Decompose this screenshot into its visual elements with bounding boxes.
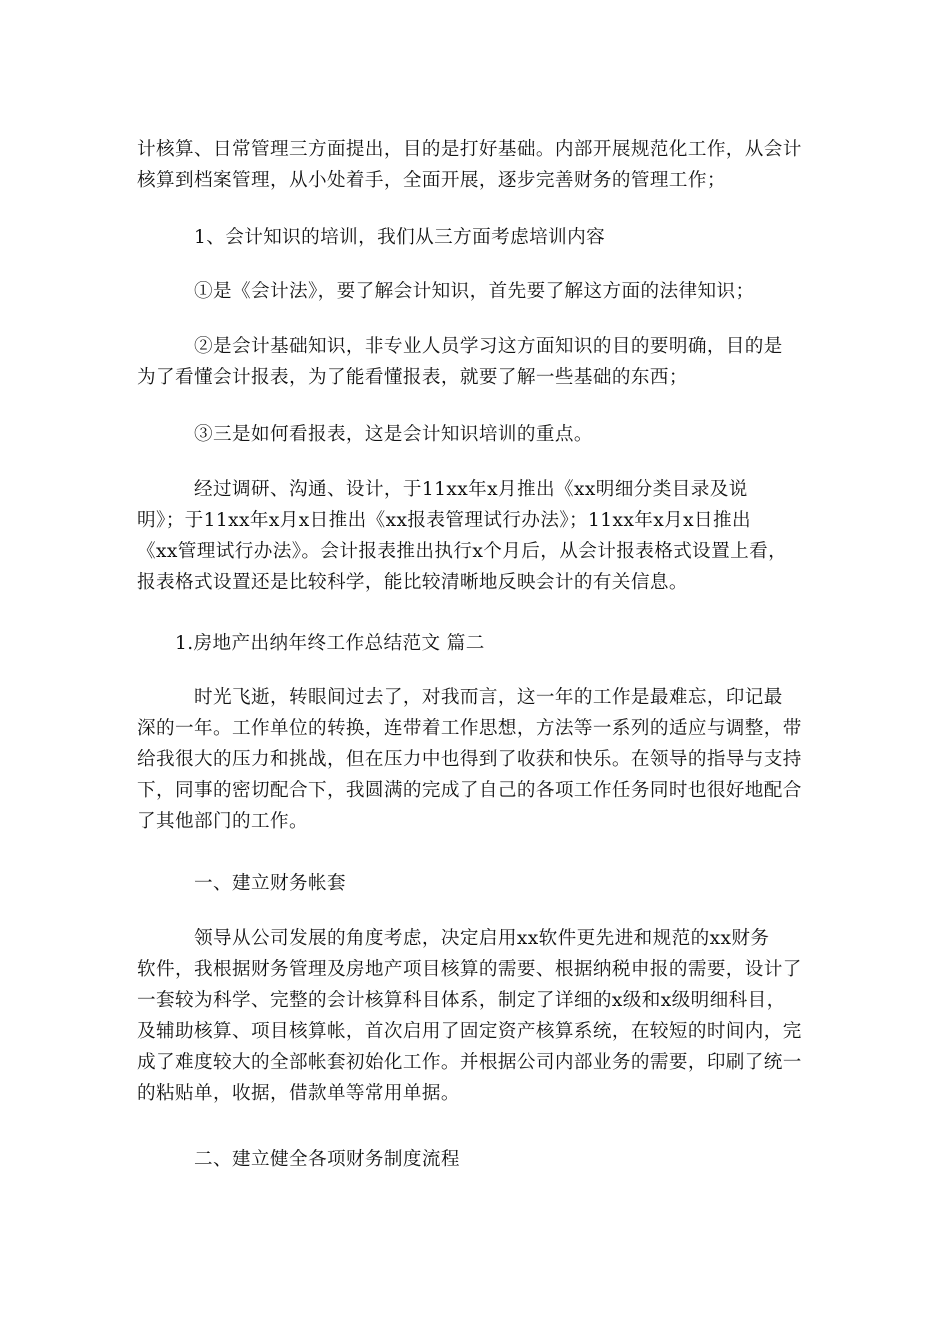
paragraph-year-review <box>137 682 815 837</box>
text-line: 给我很大的压力和挑战，但在压力中也得到了收获和快乐。在领导的指导与支持 <box>137 749 802 770</box>
text-line: 经过调研、沟通、设计，于11xx年x月推出《xx明细分类目录及说 <box>137 479 748 500</box>
text-line: 1.房地产出纳年终工作总结范文 篇二 <box>137 633 485 654</box>
paragraph-training-intro <box>137 222 815 253</box>
text-line: 成了难度较大的全部帐套初始化工作。并根据公司内部业务的需要，印刷了统一 <box>137 1052 802 1073</box>
text-line: 时光飞逝，转眼间过去了，对我而言，这一年的工作是最难忘，印记最 <box>137 687 783 708</box>
section-heading-part-two <box>137 628 815 659</box>
text-line: 1、会计知识的培训，我们从三方面考虑培训内容 <box>137 227 606 248</box>
text-line: 二、建立健全各项财务制度流程 <box>137 1149 460 1170</box>
text-line: ③三是如何看报表，这是会计知识培训的重点。 <box>137 424 593 445</box>
text-line: 一、建立财务帐套 <box>137 873 346 894</box>
paragraph-research-design <box>137 474 815 598</box>
text-line: 的粘贴单，收据，借款单等常用单据。 <box>137 1083 460 1104</box>
paragraph-accounting-basis <box>137 134 815 196</box>
text-line: 计核算、日常管理三方面提出，目的是打好基础。内部开展规范化工作，从会计 <box>137 139 802 160</box>
text-line: 一套较为科学、完整的会计核算科目体系，制定了详细的x级和x级明细科目， <box>137 990 786 1011</box>
text-line: 及辅助核算、项目核算帐，首次启用了固定资产核算系统，在较短的时间内，完 <box>137 1021 802 1042</box>
paragraph-accounts-setup <box>137 923 815 1109</box>
text-line: 领导从公司发展的角度考虑，决定启用xx软件更先进和规范的xx财务 <box>137 928 770 949</box>
text-line: 报表格式设置还是比较科学，能比较清晰地反映会计的有关信息。 <box>137 572 688 593</box>
text-line: 深的一年。工作单位的转换，连带着工作思想，方法等一系列的适应与调整，带 <box>137 718 802 739</box>
text-line: 《xx管理试行办法》。会计报表推出执行x个月后，从会计报表格式设置上看， <box>137 541 788 562</box>
section-heading-accounts-setup <box>137 868 815 899</box>
text-line: ②是会计基础知识，非专业人员学习这方面知识的目的要明确，目的是 <box>137 336 783 357</box>
paragraph-training-reports <box>137 419 815 450</box>
text-line: 明》；于11xx年x月x日推出《xx报表管理试行办法》；11xx年x月x日推出 <box>137 510 752 531</box>
text-line: 软件，我根据财务管理及房地产项目核算的需要、根据纳税申报的需要，设计了 <box>137 959 802 980</box>
paragraph-training-law <box>137 276 815 307</box>
section-heading-financial-rules <box>137 1144 815 1175</box>
text-line: 核算到档案管理，从小处着手，全面开展，逐步完善财务的管理工作； <box>137 170 726 191</box>
paragraph-training-basics <box>137 331 815 393</box>
text-line: 了其他部门的工作。 <box>137 811 308 832</box>
text-line: 为了看懂会计报表，为了能看懂报表，就要了解一些基础的东西； <box>137 367 688 388</box>
text-line: 下，同事的密切配合下，我圆满的完成了自己的各项工作任务同时也很好地配合 <box>137 780 802 801</box>
text-line: ①是《会计法》，要了解会计知识，首先要了解这方面的法律知识； <box>137 281 755 302</box>
